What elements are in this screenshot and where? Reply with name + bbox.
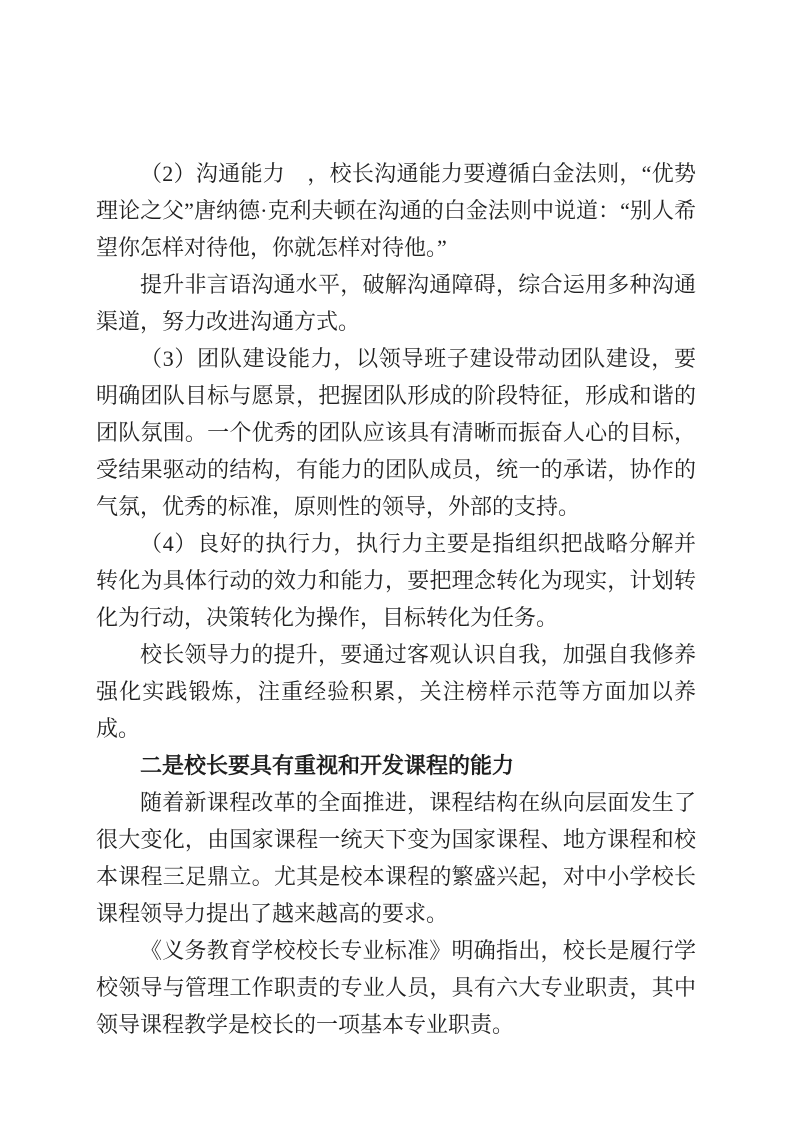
document-body [96, 155, 696, 1043]
paragraph: （4）良好的执行力，执行力主要是指组织把战略分解并转化为具体行动的效力和能力，要把理念转化为现实，计划转化为行动，决策转化为操作，目标转化为任务。 [96, 531, 696, 630]
paragraph: （2）沟通能力 ，校长沟通能力要遵循白金法则，“优势理论之父”唐纳德·克利夫顿在沟通的白金法则中说道：“别人希望你怎样对待他，你就怎样对待他。” [96, 161, 696, 260]
paragraph: 随着新课程改革的全面推进，课程结构在纵向层面发生了很大变化，由国家课程一统天下变为国家课程、地方课程和校本课程三足鼎立。尤其是校本课程的繁盛兴起，对中小学校长课程领导力提出了越来越高的要求。 [96, 790, 696, 926]
paragraph: （3）团队建设能力，以领导班子建设带动团队建设，要明确团队目标与愿景，把握团队形成的阶段特征，形成和谐的团队氛围。一个优秀的团队应该具有清晰而振奋人心的目标，受结果驱动的结构，有能力的团队成员，统一的承诺，协作的气氛，优秀的标准，原则性的领导，外部的支持。 [96, 346, 696, 519]
paragraph: 校长领导力的提升，要通过客观认识自我，加强自我修养强化实践锻炼，注重经验积累，关注榜样示范等方面加以养成。 [96, 642, 696, 741]
paragraph: 《义务教育学校校长专业标准》明确指出，校长是履行学校领导与管理工作职责的专业人员，具有六大专业职责，其中领导课程教学是校长的一项基本专业职责。 [96, 938, 696, 1037]
paragraph: 提升非言语沟通水平，破解沟通障碍，综合运用多种沟通渠道，努力改进沟通方式。 [96, 272, 696, 334]
section-heading: 二是校长要具有重视和开发课程的能力 [140, 753, 515, 778]
